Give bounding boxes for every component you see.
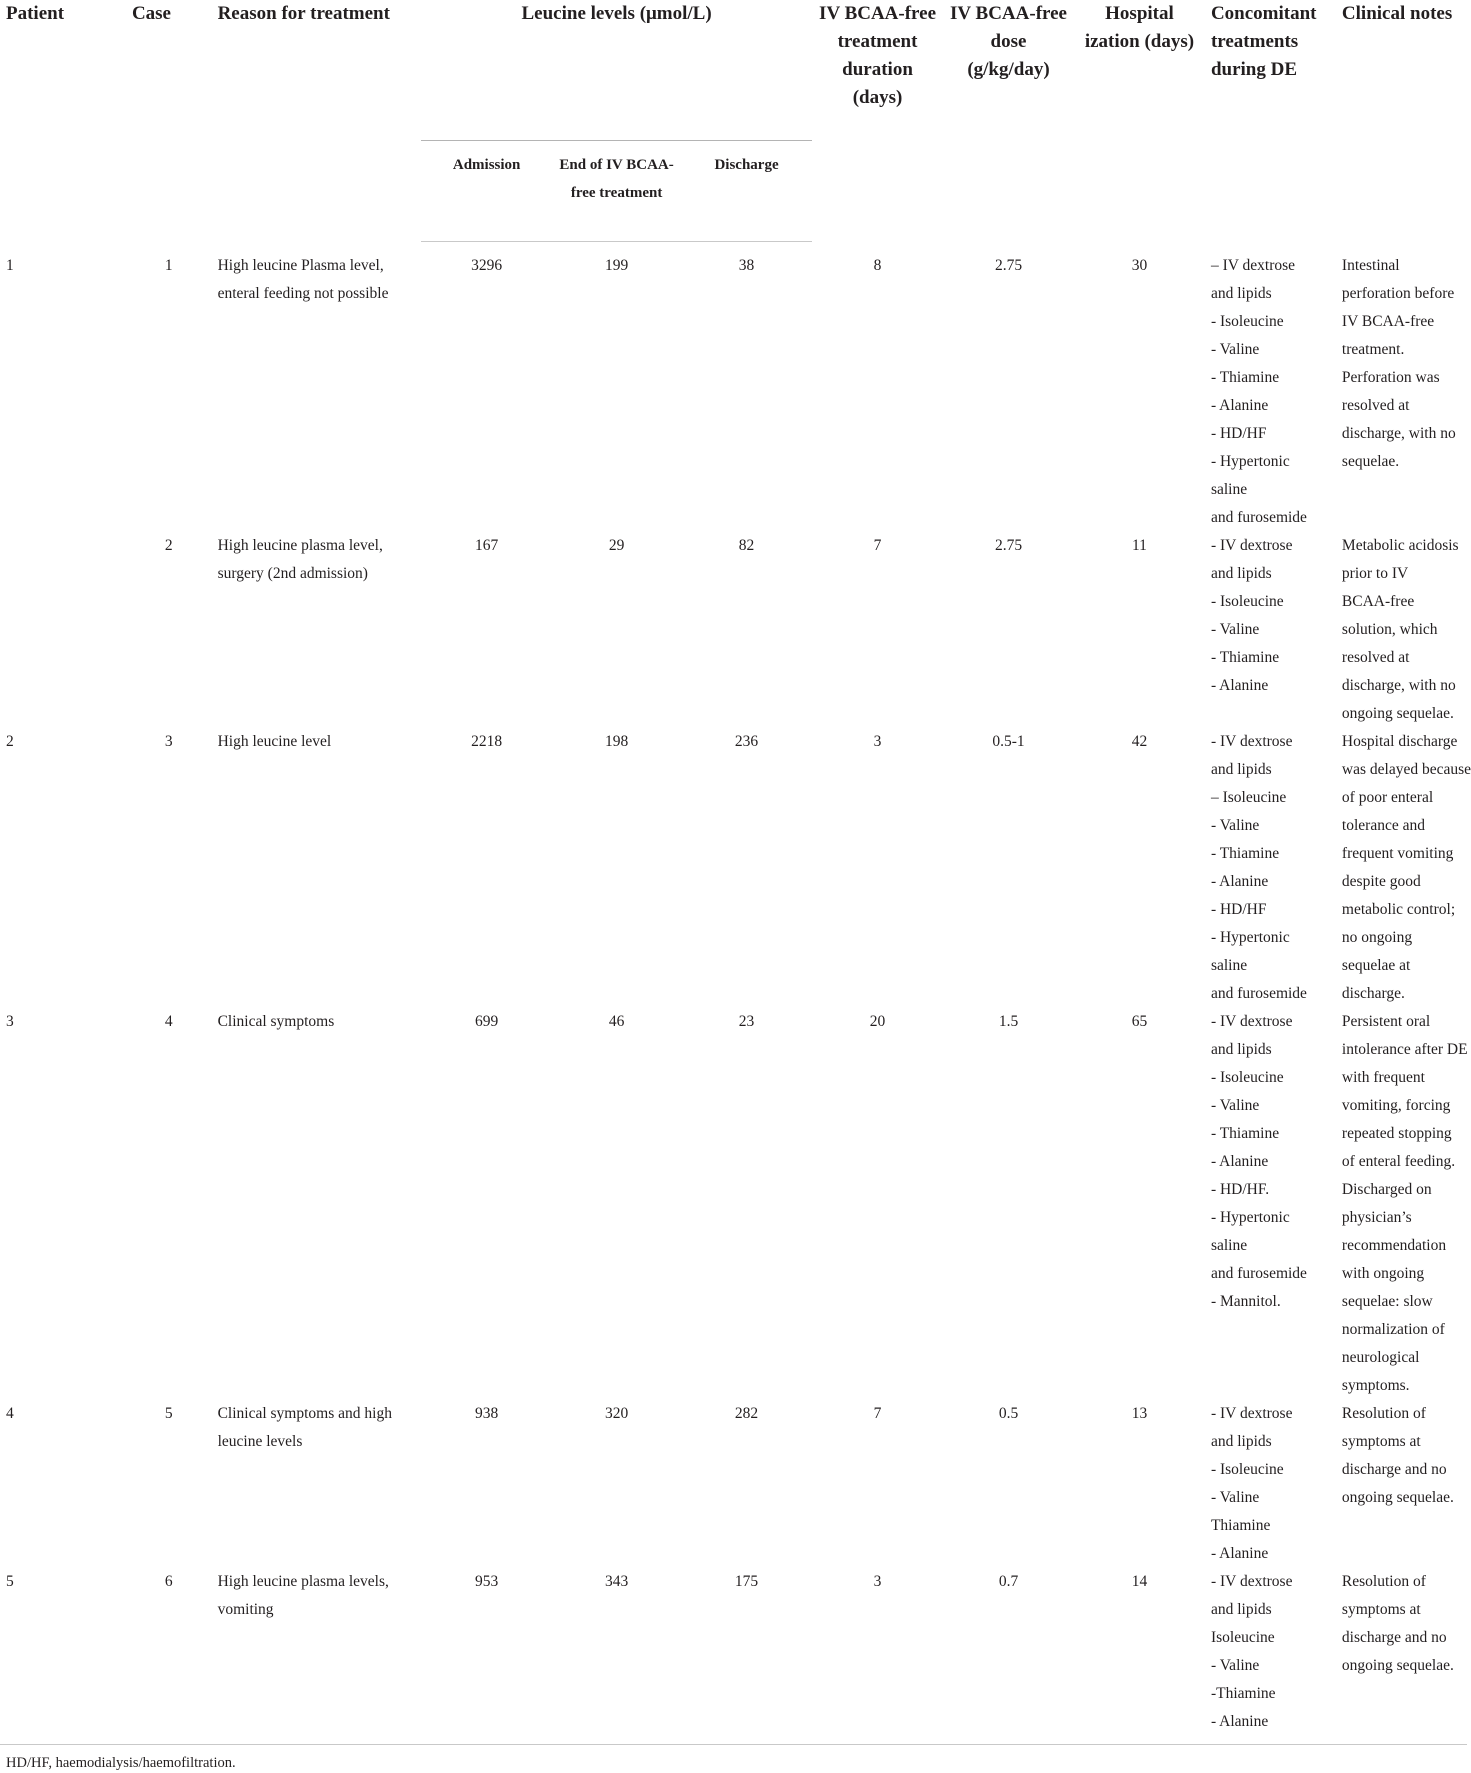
- treatment-line: - Thiamine: [1210, 368, 1280, 386]
- treatment-line: - Alanine: [1210, 1544, 1269, 1562]
- cell-concomitant: [1205, 1400, 1336, 1568]
- cell-admission: 2218: [471, 732, 503, 750]
- cell-hospitalization: 65: [1131, 1012, 1148, 1030]
- header-admission: Admission: [421, 141, 552, 242]
- note-line: Metabolic acidosis: [1341, 536, 1459, 554]
- cell-notes: [1336, 728, 1471, 1008]
- treatment-line: - Isoleucine: [1210, 312, 1284, 330]
- treatment-line: - Alanine: [1210, 1712, 1269, 1730]
- note-line: discharge and no: [1341, 1460, 1447, 1478]
- treatment-line: - Hypertonic: [1210, 928, 1290, 946]
- table-row: [0, 242, 1467, 532]
- note-line: ongoing sequelae.: [1341, 704, 1454, 722]
- cell-duration: 7: [873, 1404, 882, 1422]
- treatment-line: and furosemide: [1210, 984, 1307, 1002]
- treatment-line: and lipids: [1210, 1600, 1272, 1618]
- cell-dose: 1.5: [998, 1012, 1019, 1030]
- header-reason: Reason for treatment: [217, 3, 390, 24]
- treatment-line: and lipids: [1210, 564, 1272, 582]
- cell-dose: 0.7: [943, 1568, 1074, 1745]
- treatment-line: -Thiamine: [1210, 1684, 1276, 1702]
- cell-notes: [1336, 242, 1467, 532]
- cell-admission: 699: [475, 1012, 499, 1030]
- treatment-line: saline: [1210, 956, 1248, 974]
- note-line: of poor enteral: [1341, 788, 1434, 806]
- cell-discharge: 23: [738, 1012, 755, 1030]
- treatment-line: - Valine: [1210, 620, 1260, 638]
- cell-end-of-iv: 199: [604, 257, 629, 274]
- note-line: with frequent: [1341, 1068, 1425, 1086]
- cell-admission: 953: [421, 1568, 552, 1745]
- treatment-line: – IV dextrose: [1210, 256, 1296, 274]
- cell-end-of-iv: 320: [604, 1404, 629, 1422]
- cell-end-of-iv: 343: [552, 1568, 681, 1745]
- cell-end-of-iv: 46: [608, 1012, 625, 1030]
- cell-concomitant: [1205, 532, 1336, 728]
- treatment-line: - Alanine: [1210, 1152, 1269, 1170]
- treatment-line: and lipids: [1210, 284, 1272, 302]
- note-line: discharge and no: [1341, 1628, 1447, 1646]
- cell-dose: 2.75: [994, 256, 1023, 274]
- treatment-line: - Thiamine: [1210, 844, 1280, 862]
- note-line: ongoing sequelae.: [1341, 1656, 1454, 1674]
- cell-reason: High leucine level: [217, 732, 332, 750]
- treatment-line: - IV dextrose: [1210, 732, 1293, 750]
- note-line: sequelae: slow: [1341, 1292, 1433, 1310]
- cell-notes: [1336, 1008, 1467, 1400]
- cell-case: 6: [126, 1568, 212, 1745]
- cell-concomitant: [1205, 728, 1336, 1008]
- treatment-line: - Isoleucine: [1210, 1460, 1284, 1478]
- table-body: [0, 242, 1471, 1745]
- treatment-line: - Alanine: [1210, 676, 1269, 694]
- note-line: discharge, with no: [1341, 424, 1456, 442]
- treatment-line: - Valine: [1210, 1488, 1260, 1506]
- note-line: of enteral feeding.: [1341, 1152, 1456, 1170]
- note-line: sequelae.: [1341, 452, 1400, 470]
- header-dose: IV BCAA-free dose (g/kg/day): [950, 3, 1067, 80]
- note-line: sequelae at: [1341, 956, 1411, 974]
- treatment-line: - IV dextrose: [1210, 1572, 1293, 1590]
- treatment-line: - Hypertonic: [1210, 1208, 1290, 1226]
- treatment-line: - Alanine: [1210, 396, 1269, 414]
- cell-case: 1: [164, 256, 173, 274]
- treatment-line: and lipids: [1210, 760, 1272, 778]
- cell-duration: 8: [873, 256, 882, 274]
- note-line: repeated stopping: [1341, 1124, 1452, 1142]
- note-line: neurological: [1341, 1348, 1420, 1366]
- note-line: solution, which: [1341, 620, 1438, 638]
- cell-concomitant: [1205, 1568, 1336, 1745]
- cell-patient: 2: [6, 732, 14, 750]
- note-line: recommendation: [1341, 1236, 1447, 1254]
- header-hospitalization: Hospital ization (days): [1084, 3, 1195, 52]
- cell-dose: 2.75: [994, 536, 1023, 554]
- cell-end-of-iv: 29: [608, 536, 625, 554]
- treatment-line: saline: [1210, 480, 1248, 498]
- note-line: Persistent oral: [1341, 1012, 1431, 1030]
- cell-case: 5: [164, 1404, 173, 1422]
- cell-hospitalization: 14: [1074, 1568, 1205, 1745]
- cell-patient: 4: [6, 1404, 14, 1422]
- note-line: Resolution of: [1341, 1404, 1426, 1422]
- cell-end-of-iv: 198: [604, 732, 629, 750]
- note-line: normalization of: [1341, 1320, 1445, 1338]
- header-leucine-group: [421, 0, 812, 141]
- note-line: metabolic control;: [1341, 900, 1456, 918]
- header-leucine-label: Leucine levels (μmol/L): [521, 3, 712, 24]
- note-line: physician’s: [1341, 1208, 1412, 1226]
- treatment-line: and lipids: [1210, 1432, 1272, 1450]
- note-line: prior to IV: [1341, 564, 1409, 582]
- cell-notes: [1336, 1400, 1467, 1568]
- cell-patient: [0, 532, 126, 728]
- cell-dose: 0.5-1: [992, 732, 1025, 750]
- cell-hospitalization: 11: [1132, 536, 1147, 554]
- header-patient: Patient: [6, 3, 65, 24]
- cell-admission: 3296: [471, 257, 503, 274]
- cell-reason: High leucine plasma levels, vomiting: [212, 1568, 422, 1745]
- treatment-line: - IV dextrose: [1210, 1404, 1293, 1422]
- treatment-line: and furosemide: [1210, 508, 1307, 526]
- note-line: discharge, with no: [1341, 676, 1456, 694]
- note-line: symptoms at: [1341, 1600, 1421, 1618]
- treatment-line: Thiamine: [1210, 1516, 1271, 1534]
- treatment-line: - Valine: [1210, 340, 1260, 358]
- treatment-line: - Thiamine: [1210, 1124, 1280, 1142]
- cell-patient: 5: [0, 1568, 126, 1745]
- table-row: [0, 1568, 1467, 1745]
- note-line: Perforation was: [1341, 368, 1440, 386]
- note-line: symptoms at: [1341, 1432, 1421, 1450]
- cell-admission: 938: [475, 1404, 499, 1422]
- note-line: frequent vomiting: [1341, 844, 1454, 862]
- cell-case: 3: [164, 732, 173, 750]
- treatment-line: - IV dextrose: [1210, 536, 1293, 554]
- cell-reason: Clinical symptoms and high leucine levels: [217, 1404, 392, 1450]
- treatment-line: – Isoleucine: [1210, 788, 1287, 806]
- note-line: no ongoing: [1341, 928, 1413, 946]
- treatment-line: - Isoleucine: [1210, 592, 1284, 610]
- cell-notes: [1336, 1568, 1467, 1745]
- cell-dose: 0.5: [998, 1404, 1019, 1422]
- cell-discharge: 82: [738, 536, 755, 554]
- treatment-line: - Isoleucine: [1210, 1068, 1284, 1086]
- cell-duration: 3: [812, 1568, 943, 1745]
- note-line: tolerance and: [1341, 816, 1425, 834]
- note-line: vomiting, forcing: [1341, 1096, 1451, 1114]
- treatment-line: - Valine: [1210, 1096, 1260, 1114]
- note-line: Discharged on: [1341, 1180, 1432, 1198]
- cell-case: 4: [164, 1012, 173, 1030]
- cell-discharge: 38: [738, 257, 755, 274]
- note-line: ongoing sequelae.: [1341, 1488, 1454, 1506]
- treatment-line: Isoleucine: [1210, 1628, 1275, 1646]
- cell-duration: 20: [869, 1012, 886, 1030]
- cell-reason: High leucine Plasma level, enteral feeding not possible: [217, 256, 389, 302]
- table-row: [0, 1400, 1467, 1568]
- cell-notes: [1336, 532, 1467, 728]
- note-line: symptoms.: [1341, 1376, 1410, 1394]
- cell-concomitant: [1205, 1008, 1336, 1400]
- treatment-line: - Hypertonic: [1210, 452, 1290, 470]
- header-case: Case: [131, 3, 171, 24]
- treatment-line: - Mannitol.: [1210, 1292, 1281, 1310]
- treatment-line: - Valine: [1210, 816, 1260, 834]
- note-line: treatment.: [1341, 340, 1405, 358]
- header-concomitant: Concomitant treatments during DE: [1210, 3, 1317, 80]
- note-line: IV BCAA-free: [1341, 312, 1435, 330]
- note-line: perforation before: [1341, 284, 1455, 302]
- note-line: with ongoing: [1341, 1264, 1425, 1282]
- cell-duration: 7: [873, 536, 882, 554]
- note-line: Hospital discharge: [1341, 732, 1458, 750]
- treatment-line: and lipids: [1210, 1040, 1272, 1058]
- table-row: [0, 532, 1467, 728]
- treatment-line: saline: [1210, 1236, 1248, 1254]
- cell-discharge: 175: [681, 1568, 812, 1745]
- treatment-line: - HD/HF: [1210, 900, 1267, 918]
- cell-patient: 3: [6, 1012, 14, 1030]
- cell-reason: Clinical symptoms: [217, 1012, 335, 1030]
- header-notes: Clinical notes: [1341, 3, 1453, 24]
- note-line: resolved at: [1341, 396, 1410, 414]
- treatment-line: - IV dextrose: [1210, 1012, 1293, 1030]
- cell-case: 2: [164, 536, 173, 554]
- treatment-line: - Valine: [1210, 1656, 1260, 1674]
- cell-discharge: 282: [734, 1404, 759, 1422]
- note-line: intolerance after DE: [1341, 1040, 1468, 1058]
- cell-concomitant: [1205, 242, 1336, 532]
- treatment-line: - Thiamine: [1210, 648, 1280, 666]
- cell-patient: 1: [6, 256, 14, 274]
- note-line: despite good: [1341, 872, 1421, 890]
- cell-hospitalization: 30: [1131, 256, 1148, 274]
- cell-hospitalization: 13: [1131, 1404, 1148, 1422]
- note-line: BCAA-free: [1341, 592, 1415, 610]
- table-footnote: HD/HF, haemodialysis/haemofiltration.: [6, 1754, 236, 1771]
- cell-discharge: 236: [734, 732, 759, 750]
- table-row: [0, 728, 1467, 1008]
- header-end-of-iv: End of IV BCAA-free treatment: [552, 141, 681, 242]
- header-discharge: Discharge: [681, 141, 812, 242]
- treatment-line: and furosemide: [1210, 1264, 1307, 1282]
- treatment-line: - HD/HF.: [1210, 1180, 1270, 1198]
- cell-hospitalization: 42: [1131, 732, 1148, 750]
- note-line: Resolution of: [1341, 1572, 1426, 1590]
- cell-reason: High leucine plasma level, surgery (2nd admission): [217, 536, 383, 582]
- cell-duration: 3: [873, 732, 882, 750]
- table-row: [0, 1008, 1467, 1400]
- table-header: [0, 0, 1467, 242]
- header-duration: IV BCAA-free treatment duration (days): [819, 3, 937, 108]
- note-line: Intestinal: [1341, 256, 1400, 274]
- note-line: resolved at: [1341, 648, 1410, 666]
- note-line: discharge.: [1341, 984, 1405, 1002]
- treatment-line: - HD/HF: [1210, 424, 1267, 442]
- treatment-line: - Alanine: [1210, 872, 1269, 890]
- cell-admission: 167: [475, 536, 499, 554]
- note-line: was delayed because: [1341, 760, 1471, 778]
